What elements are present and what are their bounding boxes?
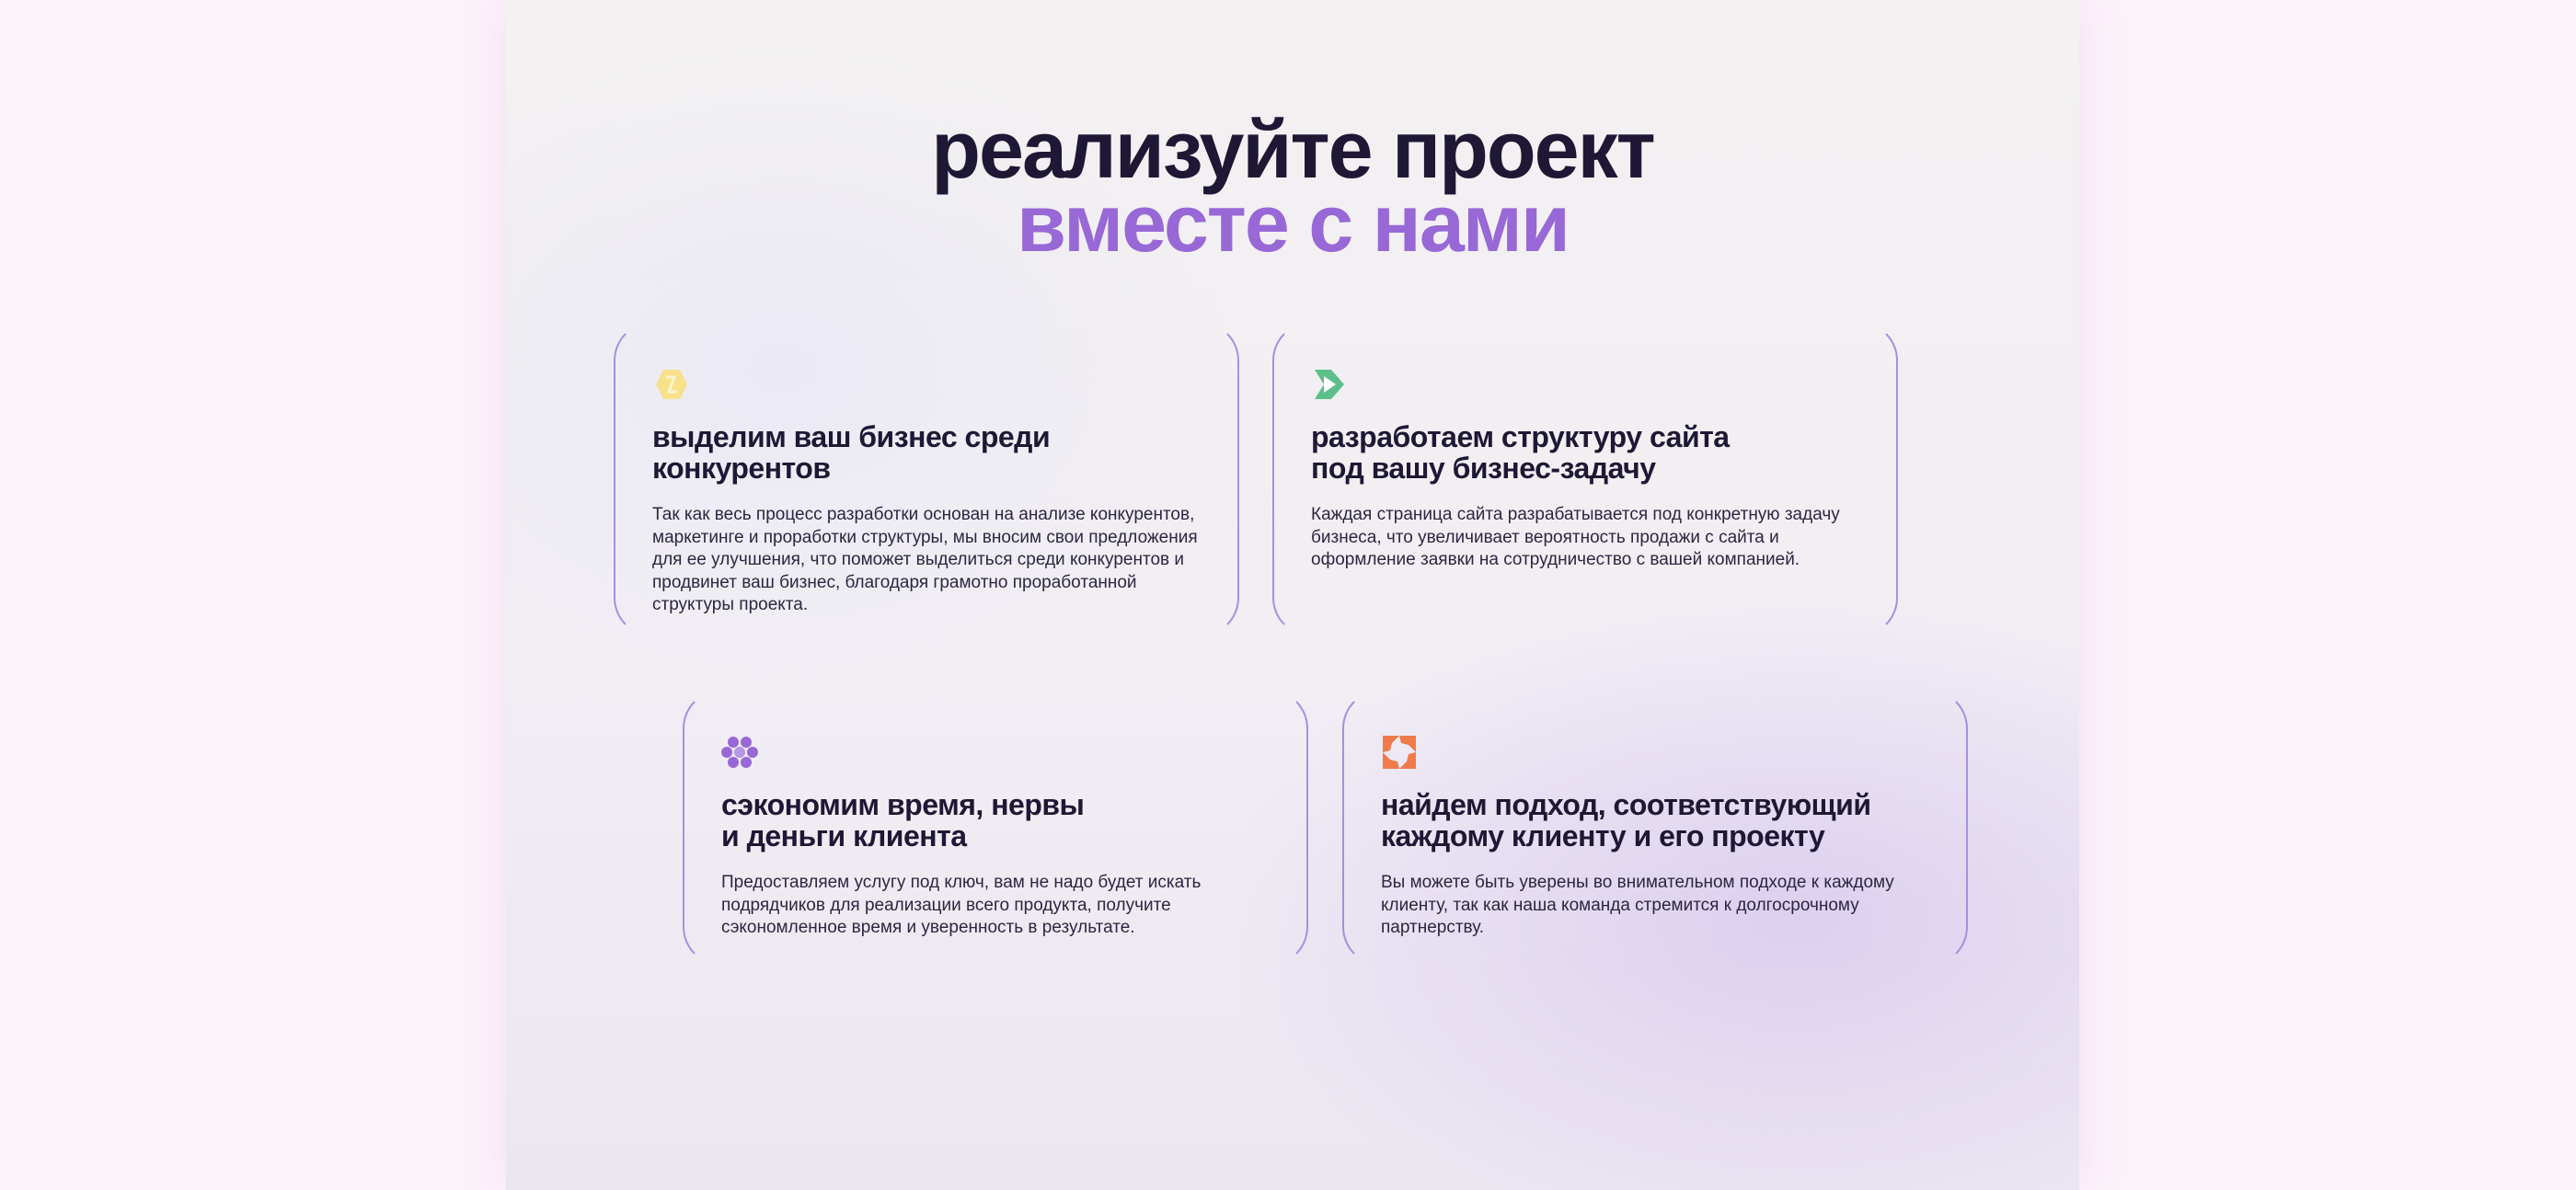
feature-card-stand-out <box>614 322 1239 636</box>
card-text: Так как весь процесс разработки основан на анализе конкурентов, маркетинге и проработки структуры, мы вносим свои предложения для ее улучшения, что поможет выделиться среди конкурентов и продвинет ваш бизнес, благодаря грамотно проработанной структуры проекта. <box>652 505 1198 614</box>
card-title: разработаем структуру сайта под вашу бизнес-задачу <box>1311 420 1730 485</box>
green-play-icon <box>1311 366 1348 403</box>
card-text: Предоставляем услугу под ключ, вам не надо будет искать подрядчиков для реализации всего продукта, получите сэкономленное время и уверенность в результате. <box>721 873 1202 937</box>
card-text: Каждая страница сайта разрабатывается под конкретную задачу бизнеса, что увеличивает вероятность продажи с сайта и оформление заявки на сотрудничество с вашей компанией. <box>1311 505 1840 569</box>
page-section <box>506 0 2079 1190</box>
card-title: выделим ваш бизнес среди конкурентов <box>652 420 1051 485</box>
purple-flower-icon <box>721 734 758 771</box>
feature-card-save-time <box>683 690 1308 966</box>
hero-title-line-1: реализуйте проект <box>931 104 1654 195</box>
orange-arrows-icon <box>1381 734 1418 771</box>
card-title: сэкономим время, нервы и деньги клиента <box>721 788 1085 852</box>
hero-title-line-2: вместе с нами <box>1017 177 1569 269</box>
yellow-hexagon-icon <box>652 366 689 403</box>
card-title: найдем подход, соответствующий каждому клиенту и его проекту <box>1381 788 1871 852</box>
feature-card-structure <box>1272 322 1898 636</box>
feature-card-approach <box>1342 690 1968 966</box>
card-text: Вы можете быть уверены во внимательном подходе к каждому клиенту, так как наша команда стремится к долгосрочному партнерству. <box>1381 873 1894 937</box>
